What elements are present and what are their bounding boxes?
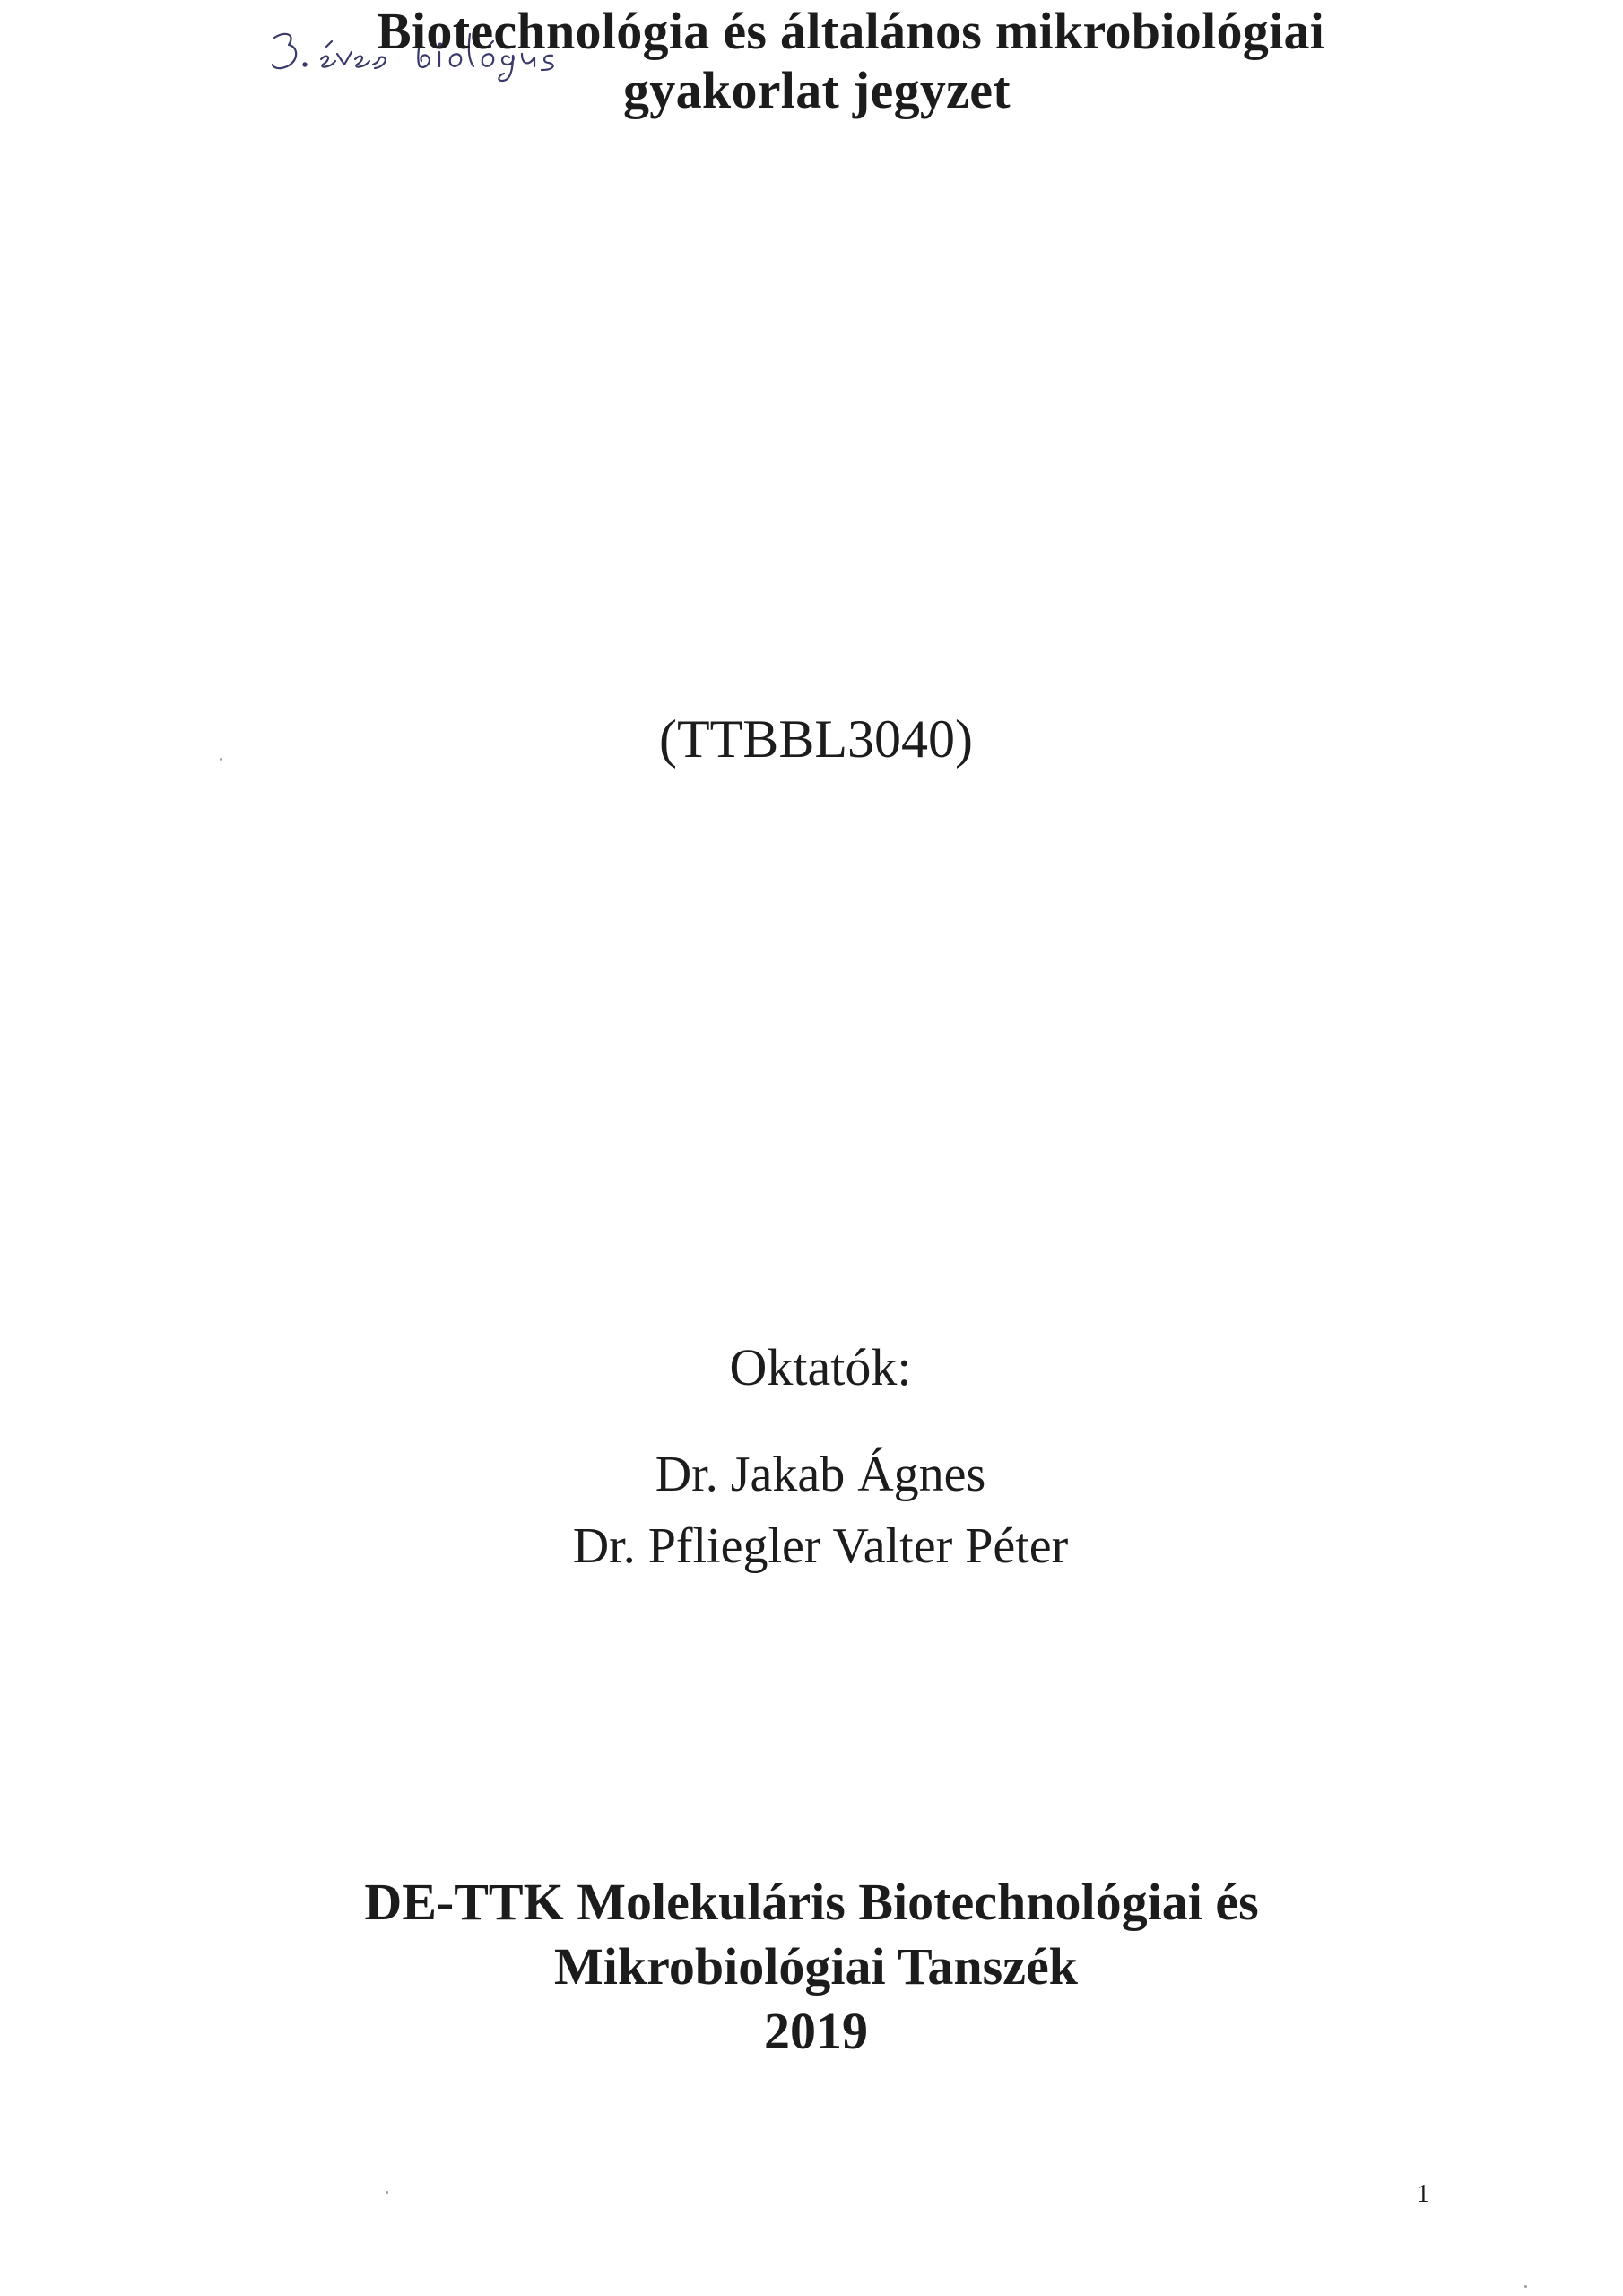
course-code: (TTBBL3040) xyxy=(659,709,973,769)
scan-speck xyxy=(220,758,222,761)
publication-year: 2019 xyxy=(764,2002,868,2060)
title-line-1: Biotechnológia és általános mikrobiológiai xyxy=(377,2,1325,60)
instructor-name: Dr. Pfliegler Valter Péter xyxy=(572,1518,1069,1574)
scan-speck xyxy=(1524,2285,1527,2288)
instructor-name: Dr. Jakab Ágnes xyxy=(655,1447,986,1502)
title-line-2: gyakorlat jegyzet xyxy=(623,61,1011,119)
scan-speck xyxy=(386,2191,388,2194)
department-name-line-1: DE-TTK Molekuláris Biotechnológiai és xyxy=(364,1873,1259,1931)
page-number: 1 xyxy=(1417,2180,1429,2208)
department-name-line-2: Mikrobiológiai Tanszék xyxy=(554,1937,1078,1996)
instructors-heading: Oktatók: xyxy=(729,1338,912,1396)
